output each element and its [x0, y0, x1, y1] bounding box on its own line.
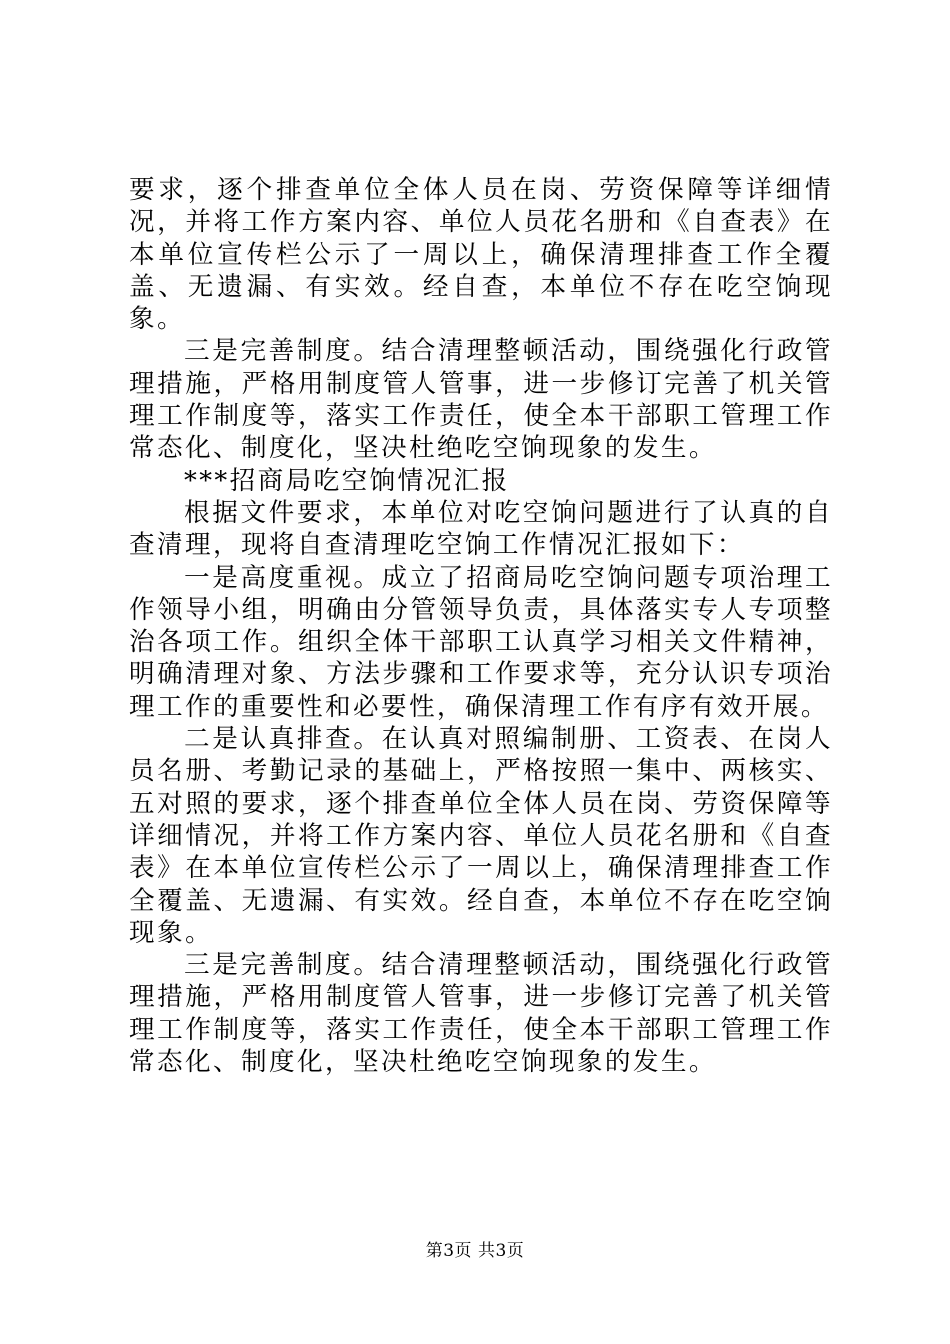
- document-body: [129, 174, 833, 1078]
- paragraph-improve-system: 三是完善制度。结合清理整顿活动，围绕强化行政管理措施，严格用制度管人管事，进一步修订完善了机关管理工作制度等，落实工作责任，使全本干部职工管理工作常态化、制度化，坚决杜绝吃空饷现象的发生。: [129, 336, 833, 464]
- paragraph-continuation: 要求，逐个排查单位全体人员在岗、劳资保障等详细情况，并将工作方案内容、单位人员花名册和《自查表》在本单位宣传栏公示了一周以上，确保清理排查工作全覆盖、无遗漏、有实效。经自查，本单位不存在吃空饷现象。: [129, 175, 833, 335]
- page-number-footer: 第3页 共3页: [425, 1241, 525, 1261]
- paragraph-improve-system-2: 三是完善制度。结合清理整顿活动，围绕强化行政管理措施，严格用制度管人管事，进一步修订完善了机关管理工作制度等，落实工作责任，使全本干部职工管理工作常态化、制度化，坚决杜绝吃空饷现象的发生。: [129, 950, 833, 1078]
- paragraph-high-attention: 一是高度重视。成立了招商局吃空饷问题专项治理工作领导小组，明确由分管领导负责，具体落实专人专项整治各项工作。组织全体干部职工认真学习相关文件精神，明确清理对象、方法步骤和工作要求等，充分认识专项治理工作的重要性和必要性，确保清理工作有序有效开展。: [129, 562, 833, 722]
- paragraph-intro: 根据文件要求，本单位对吃空饷问题进行了认真的自查清理，现将自查清理吃空饷工作情况汇报如下：: [129, 497, 833, 561]
- section-heading: ***招商局吃空饷情况汇报: [184, 465, 510, 496]
- paragraph-careful-check: 二是认真排查。在认真对照编制册、工资表、在岗人员名册、考勤记录的基础上，严格按照一集中、两核实、五对照的要求，逐个排查单位全体人员在岗、劳资保障等详细情况，并将工作方案内容、单位人员花名册和《自查表》在本单位宣传栏公示了一周以上，确保清理排查工作全覆盖、无遗漏、有实效。经自查，本单位不存在吃空饷现象。: [129, 724, 833, 948]
